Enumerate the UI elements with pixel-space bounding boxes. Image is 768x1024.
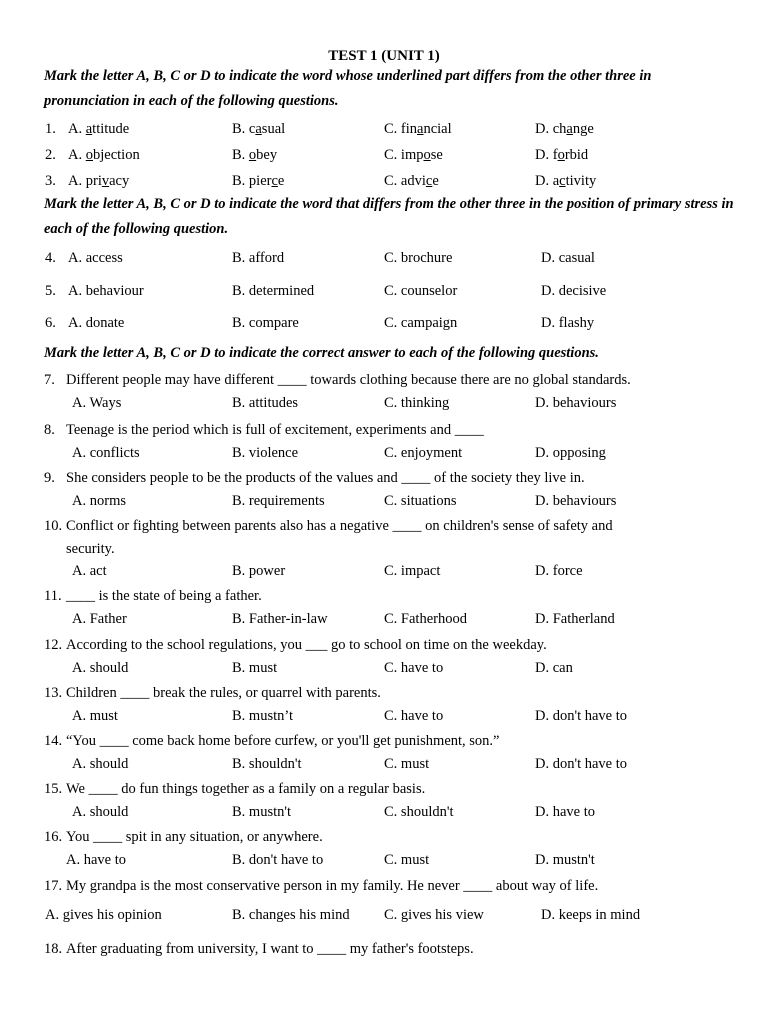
underlined-part: a [566,121,573,137]
option-text: must [89,708,118,724]
option-text-pre: ch [552,121,567,137]
answer-option [68,121,129,138]
question-stem: My grandpa is the most conservative person in my family. He never ____ about way of life. [66,878,599,894]
option-text: Fatherhood [400,611,467,627]
answer-option [232,395,298,412]
answer-option [232,611,328,628]
option-text-pre: fin [400,121,418,137]
option-letter: B. [232,121,246,137]
answer-option: D. decisive [541,283,607,299]
option-letter: B. [232,173,246,189]
option-letter: C. [384,147,398,163]
option-text: enjoyment [400,445,463,461]
answer-option [535,660,573,677]
answer-option [535,804,595,821]
answer-option [72,611,127,628]
question-number: 18. [44,941,63,957]
answer-option [535,445,606,462]
option-letter: D. [535,756,550,772]
option-letter: A. [68,147,83,163]
question-number: 16. [44,829,63,845]
question-row [0,147,768,169]
question-number: 17. [44,878,63,894]
option-text: have to [400,708,444,724]
option-text: mustn’t [248,708,293,724]
answer-option: B. changes his mind [232,907,350,923]
option-letter: A. [72,493,87,509]
option-letter: C. [384,660,398,676]
option-letter: A. [72,395,87,411]
underlined-part: v [101,173,110,189]
option-text: force [552,563,583,579]
answer-option [535,493,616,510]
answer-option [535,173,596,190]
underlined-part: o [557,147,565,163]
option-text: can [552,660,573,676]
option-letter: C. [384,563,398,579]
underlined-part: o [248,147,257,163]
option-letter: C. [384,804,398,820]
answer-option: A. access [68,250,123,266]
option-text: conflicts [89,445,140,461]
option-text: impact [400,563,441,579]
option-text-post: bey [256,147,278,163]
option-text: Ways [89,395,122,411]
question-stem: ____ is the state of being a father. [66,588,262,604]
option-text: thinking [400,395,450,411]
answer-option [232,756,301,773]
option-letter: A. [72,804,87,820]
answer-option [232,445,298,462]
options-row [0,708,768,730]
option-text: don't have to [552,756,628,772]
option-text-pre: advi [400,173,426,189]
option-letter: C. [384,493,398,509]
option-text: should [89,756,129,772]
option-letter: D. [535,804,550,820]
question-number: 14. [44,733,63,749]
option-letter: B. [232,445,246,461]
option-text: opposing [552,445,606,461]
option-letter: D. [535,708,550,724]
answer-option [535,147,588,164]
question-number: 1. [45,121,56,137]
answer-option: B. compare [232,315,299,331]
answer-option [384,147,443,164]
option-text: must [400,756,430,772]
answer-option [384,121,452,138]
question-row [0,121,768,143]
answer-option [384,493,457,510]
option-letter: A. [72,445,87,461]
answer-option [535,563,583,580]
question-stem: After graduating from university, I want to ____ my father's footsteps. [66,941,474,957]
answer-option [232,493,325,510]
question-number: 3. [45,173,56,189]
question-stem: Different people may have different ____ towards clothing because there are no global standards. [66,372,631,388]
question-number: 8. [44,422,55,438]
option-text-pre: f [552,147,558,163]
answer-option [384,395,449,412]
option-letter: A. [72,660,87,676]
option-text-post: bjection [92,147,140,163]
underlined-part: a [255,121,262,137]
answer-option [72,395,121,412]
option-text: Father [89,611,127,627]
option-text: have to [400,660,444,676]
option-letter: A. [68,121,83,137]
answer-option [72,756,128,773]
option-text: must [400,852,430,868]
option-letter: D. [535,611,550,627]
answer-option [535,395,616,412]
answer-option [535,852,595,869]
option-letter: C. [384,611,398,627]
option-letter: C. [384,852,398,868]
question-row [0,315,768,337]
answer-option [72,493,126,510]
option-letter: B. [232,660,246,676]
answer-option: D. keeps in mind [541,907,641,923]
option-letter: A. [72,611,87,627]
instruction-stress: Mark the letter A, B, C or D to indicate the word that differs from the other three in the position of primary stress in each of the following question. [44,196,734,237]
answer-option: B. determined [232,283,315,299]
answer-option [232,852,323,869]
option-letter: B. [232,611,246,627]
answer-option [232,660,277,677]
option-letter: D. [535,563,550,579]
underlined-part: c [271,173,278,189]
option-letter: C. [384,756,398,772]
option-text: shouldn't [248,756,302,772]
question-row [0,283,768,305]
answer-option [232,563,285,580]
question-stem: Teenage is the period which is full of excitement, experiments and ____ [66,422,484,438]
instruction-correct-answer: Mark the letter A, B, C or D to indicate the correct answer to each of the following questions. [44,345,599,361]
answer-option [535,121,594,138]
answer-option [384,563,440,580]
option-text-post: sual [261,121,286,137]
answer-option [232,173,284,190]
options-row [0,563,768,585]
option-letter: A. [68,173,83,189]
option-letter: D. [535,445,550,461]
option-text: shouldn't [400,804,454,820]
answer-option [384,445,462,462]
option-letter: D. [535,121,550,137]
option-letter: D. [535,852,550,868]
option-text: must [248,660,278,676]
option-letter: B. [232,852,246,868]
option-letter: A. [72,563,87,579]
answer-option [384,804,453,821]
answer-option [232,121,285,138]
question-number: 5. [45,283,56,299]
option-letter: D. [535,493,550,509]
question-stem: We ____ do fun things together as a family on a regular basis. [66,781,426,797]
answer-option [232,708,293,725]
question-row [0,250,768,272]
answer-option [72,445,140,462]
answer-option [384,660,443,677]
option-letter: C. [384,121,398,137]
question-number: 4. [45,250,56,266]
question-stem: Conflict or fighting between parents also has a negative ____ on children's sense of safety and [66,518,613,534]
options-row [0,395,768,417]
option-text-post: se [430,147,443,163]
question-number: 12. [44,637,63,653]
options-row [0,660,768,682]
question-number: 9. [44,470,55,486]
answer-option [384,173,439,190]
option-letter: C. [384,445,398,461]
answer-option [72,708,118,725]
underlined-part: a [85,121,93,137]
option-text-post: acy [109,173,130,189]
option-text: mustn't [248,804,292,820]
option-letter: B. [232,493,246,509]
underlined-part: c [425,173,433,189]
question-number: 15. [44,781,63,797]
answer-option: B. afford [232,250,285,266]
option-text-post: rbid [564,147,589,163]
answer-option: A. gives his opinion [45,907,162,923]
option-text: Fatherland [552,611,615,627]
options-row [0,611,768,633]
question-number: 2. [45,147,56,163]
option-text: have to [83,852,127,868]
option-text: requirements [248,493,325,509]
option-letter: B. [232,708,246,724]
option-text: behaviours [552,395,617,411]
options-row [0,852,768,874]
answer-option [68,147,140,164]
option-text: behaviours [552,493,617,509]
question-stem: Children ____ break the rules, or quarrel with parents. [66,685,381,701]
option-letter: A. [72,756,87,772]
option-letter: D. [535,173,550,189]
option-text: Father-in-law [248,611,328,627]
question-number: 6. [45,315,56,331]
option-text-post: ttitude [92,121,130,137]
underlined-part: o [85,147,93,163]
option-text: have to [552,804,596,820]
option-text: norms [89,493,126,509]
answer-option [232,147,277,164]
option-text-pre: c [248,121,256,137]
answer-option [72,660,128,677]
option-text-post: tivity [565,173,597,189]
option-text-post: e [277,173,285,189]
answer-option [68,173,129,190]
answer-option [384,852,429,869]
page-title: TEST 1 (UNIT 1) [328,48,440,64]
answer-option [232,804,291,821]
answer-option [535,708,627,725]
option-text: should [89,660,129,676]
answer-option: D. casual [541,250,595,266]
question-stem: She considers people to be the products of the values and ____ of the society they live in. [66,470,585,486]
option-letter: D. [535,660,550,676]
answer-option: D. flashy [541,315,595,331]
option-text-post: e [432,173,439,189]
option-letter: B. [232,756,246,772]
question-stem: You ____ spit in any situation, or anywhere. [66,829,323,845]
underlined-part: o [423,147,431,163]
answer-option [72,563,107,580]
answer-option: C. brochure [384,250,453,266]
option-letter: B. [232,804,246,820]
option-letter: D. [535,395,550,411]
answer-option: C. gives his view [384,907,484,923]
option-letter: A. [66,852,81,868]
question-number: 10. [44,518,63,534]
option-text: violence [248,445,299,461]
question-stem: “You ____ come back home before curfew, or you'll get punishment, son.” [66,733,500,749]
question-number: 13. [44,685,63,701]
option-text-post: nge [572,121,594,137]
options-row [0,907,768,929]
question-stem-continued: security. [66,541,115,557]
answer-option [535,611,615,628]
answer-option: A. behaviour [68,283,144,299]
underlined-part: c [559,173,566,189]
answer-option [66,852,126,869]
question-number: 7. [44,372,55,388]
options-row [0,804,768,826]
option-text-pre: a [552,173,560,189]
underlined-part: a [417,121,424,137]
option-text: mustn't [552,852,595,868]
question-stem: According to the school regulations, you ___ go to school on time on the weekday. [66,637,547,653]
options-row [0,756,768,778]
option-text: act [89,563,107,579]
option-letter: B. [232,395,246,411]
question-number: 11. [44,588,62,604]
option-text-pre: pri [85,173,102,189]
option-letter: C. [384,173,398,189]
option-letter: B. [232,147,246,163]
option-letter: A. [72,708,87,724]
option-letter: B. [232,563,246,579]
answer-option: C. campaign [384,315,458,331]
option-letter: C. [384,395,398,411]
answer-option [384,756,429,773]
option-text-pre: pier [248,173,272,189]
option-text: attitudes [248,395,299,411]
answer-option: C. counselor [384,283,458,299]
instruction-pronunciation: Mark the letter A, B, C or D to indicate the word whose underlined part differs from the other three in pronunciation in each of the following questions. [44,68,652,109]
option-text: don't have to [552,708,628,724]
option-letter: C. [384,708,398,724]
option-text: situations [400,493,457,509]
answer-option [384,611,467,628]
option-text: power [248,563,286,579]
option-text: should [89,804,129,820]
answer-option [72,804,128,821]
answer-option [384,708,443,725]
options-row [0,493,768,515]
option-text-post: ncial [423,121,452,137]
option-text: don't have to [248,852,324,868]
option-letter: D. [535,147,550,163]
answer-option: A. donate [68,315,125,331]
answer-option [535,756,627,773]
option-text-pre: imp [400,147,424,163]
options-row [0,445,768,467]
